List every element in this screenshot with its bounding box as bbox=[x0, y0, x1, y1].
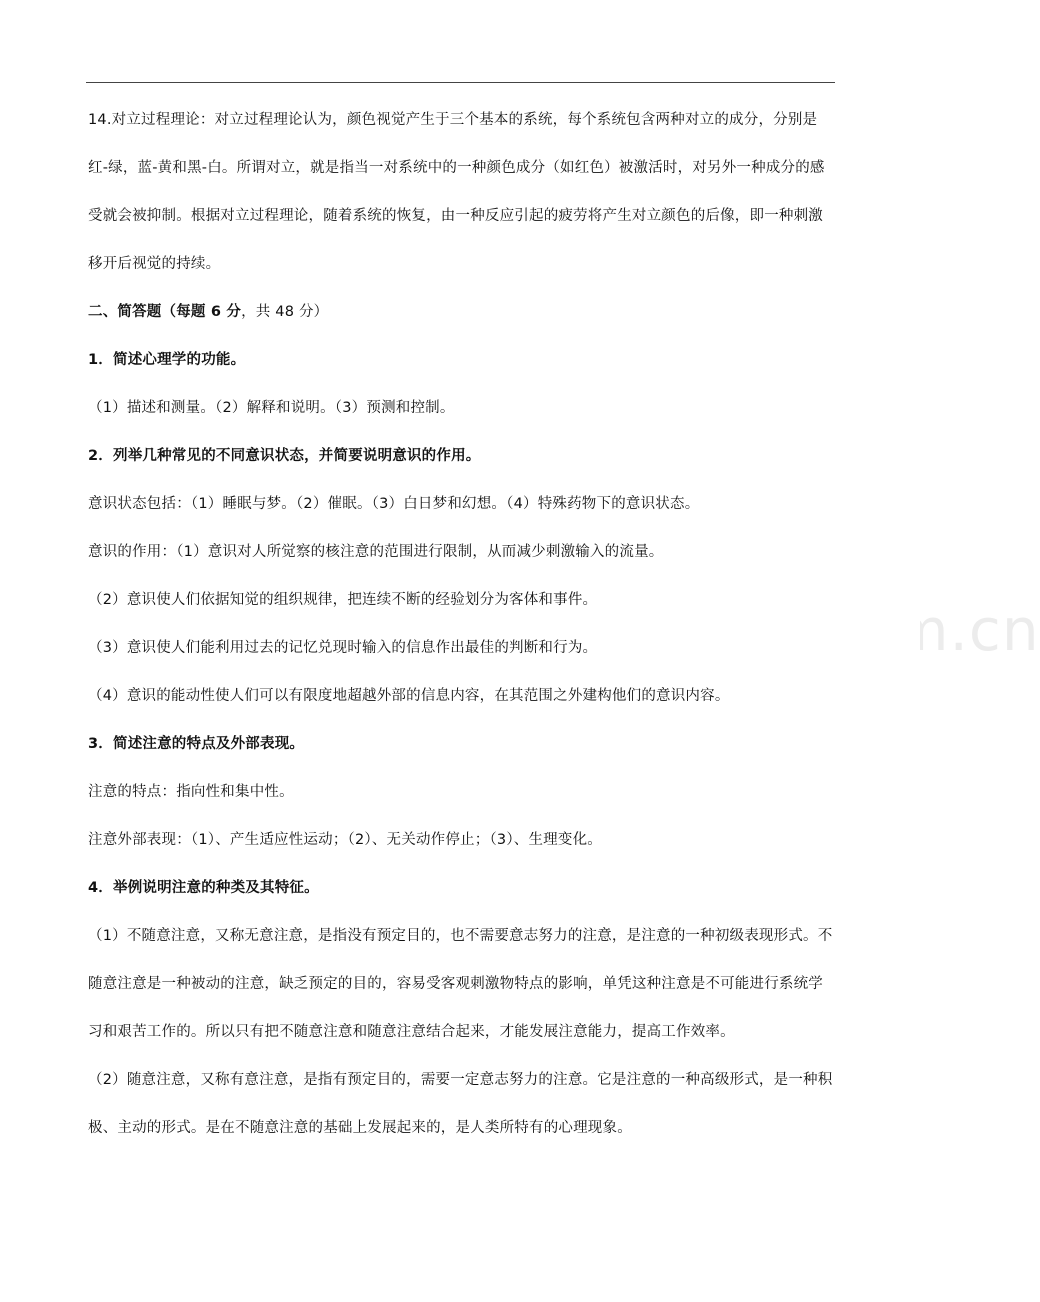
section-heading-bold: 二、简答题（每题 6 分 bbox=[88, 304, 242, 320]
question-2-answer-states: 意识状态包括：（1）睡眠与梦。（2）催眠。（3）白日梦和幻想。（4）特殊药物下的意识状态。 bbox=[88, 496, 700, 512]
header-rule bbox=[86, 82, 835, 83]
section-heading-rest: ，共 48 分） bbox=[241, 304, 329, 320]
question-1-answer: （1）描述和测量。（2）解释和说明。（3）预测和控制。 bbox=[88, 400, 455, 416]
question-1-heading: 1．简述心理学的功能。 bbox=[88, 352, 246, 368]
question-2-answer-role-3: （3）意识使人们能利用过去的记忆兑现时输入的信息作出最佳的判断和行为。 bbox=[88, 640, 598, 656]
question-2-answer-role-2: （2）意识使人们依据知觉的组织规律，把连续不断的经验划分为客体和事件。 bbox=[88, 592, 598, 608]
question-4-answer-voluntary: （2）随意注意，又称有意注意，是指有预定目的，需要一定意志努力的注意。它是注意的一种高级形式，是一种积极、主动的形式。是在不随意注意的基础上发展起来的，是人类所特有的心理现象。 bbox=[88, 1072, 833, 1136]
question-3-heading: 3．简述注意的特点及外部表现。 bbox=[88, 736, 305, 752]
section-heading-short-answer bbox=[88, 288, 833, 336]
question-2-answer-role-1: 意识的作用：（1）意识对人所觉察的核注意的范围进行限制，从而减少刺激输入的流量。 bbox=[88, 544, 664, 560]
question-2-heading: 2．列举几种常见的不同意识状态，并简要说明意识的作用。 bbox=[88, 448, 481, 464]
paragraph-opponent-process-theory: 14.对立过程理论：对立过程理论认为，颜色视觉产生于三个基本的系统，每个系统包含两种对立的成分，分别是红-绿，蓝-黄和黑-白。所谓对立，就是指当一对系统中的一种颜色成分（如红色）被激活时，对另外一种成分的感受就会被抑制。根据对立过程理论，随着系统的恢复，由一种反应引起的疲劳将产生对立颜色的后像，即一种刺激移开后视觉的持续。 bbox=[88, 112, 825, 272]
watermark: www.zixin.com.cn bbox=[505, 596, 1040, 664]
document-body bbox=[88, 96, 833, 1152]
question-4-heading: 4．举例说明注意的种类及其特征。 bbox=[88, 880, 319, 896]
question-3-answer-features: 注意的特点：指向性和集中性。 bbox=[88, 784, 294, 800]
question-4-answer-involuntary: （1）不随意注意，又称无意注意，是指没有预定目的，也不需要意志努力的注意，是注意的一种初级表现形式。不随意注意是一种被动的注意，缺乏预定的目的，容易受客观刺激物特点的影响，单凭这种注意是不可能进行系统学习和艰苦工作的。所以只有把不随意注意和随意注意结合起来，才能发展注意能力，提高工作效率。 bbox=[88, 928, 833, 1040]
question-2-answer-role-4: （4）意识的能动性使人们可以有限度地超越外部的信息内容，在其范围之外建构他们的意识内容。 bbox=[88, 688, 730, 704]
question-3-answer-expressions: 注意外部表现：（1）、产生适应性运动；（2）、无关动作停止；（3）、生理变化。 bbox=[88, 832, 602, 848]
